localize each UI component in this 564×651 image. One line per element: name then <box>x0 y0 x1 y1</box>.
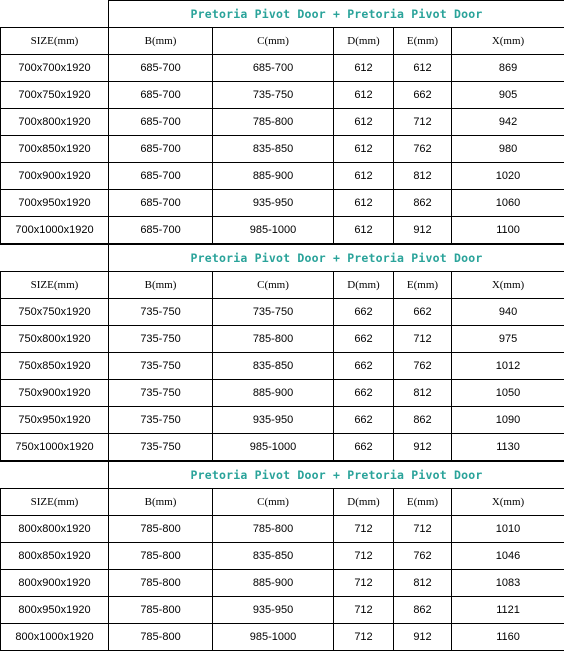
table-cell: 750x1000x1920 <box>1 434 109 462</box>
table-cell: 712 <box>334 570 394 597</box>
column-header-row <box>1 28 564 55</box>
table-cell: 885-900 <box>213 570 334 597</box>
table-cell: 942 <box>452 109 564 136</box>
table-row <box>1 434 564 462</box>
table-cell: 685-700 <box>109 217 213 245</box>
table-cell: 935-950 <box>213 597 334 624</box>
table-cell: 835-850 <box>213 353 334 380</box>
column-header: E(mm) <box>394 272 452 299</box>
table-cell: 862 <box>394 407 452 434</box>
table-cell: 905 <box>452 82 564 109</box>
table-cell: 662 <box>334 353 394 380</box>
table-cell: 700x700x1920 <box>1 55 109 82</box>
table-cell: 985-1000 <box>213 434 334 462</box>
table-cell: 662 <box>334 434 394 462</box>
table-row <box>1 326 564 353</box>
table-cell: 750x800x1920 <box>1 326 109 353</box>
table-row <box>1 597 564 624</box>
table-cell: 750x900x1920 <box>1 380 109 407</box>
column-header: E(mm) <box>394 489 452 516</box>
table-cell: 835-850 <box>213 136 334 163</box>
table-cell: 985-1000 <box>213 217 334 245</box>
table-cell: 735-750 <box>109 407 213 434</box>
table-cell: 750x950x1920 <box>1 407 109 434</box>
section-title-row <box>1 1 564 28</box>
table-cell: 735-750 <box>213 82 334 109</box>
table-cell: 712 <box>394 516 452 543</box>
table-cell: 980 <box>452 136 564 163</box>
table-row <box>1 353 564 380</box>
table-cell: 735-750 <box>109 326 213 353</box>
table-cell: 685-700 <box>213 55 334 82</box>
table-row <box>1 55 564 82</box>
table-cell: 1121 <box>452 597 564 624</box>
table-cell: 700x1000x1920 <box>1 217 109 245</box>
table-cell: 985-1000 <box>213 624 334 651</box>
table-cell: 785-800 <box>213 326 334 353</box>
column-header: SIZE(mm) <box>1 28 109 55</box>
table-cell: 885-900 <box>213 380 334 407</box>
column-header: X(mm) <box>452 272 564 299</box>
column-header: D(mm) <box>334 28 394 55</box>
table-cell: 612 <box>334 82 394 109</box>
table-cell: 685-700 <box>109 136 213 163</box>
table-cell: 862 <box>394 190 452 217</box>
table-cell: 685-700 <box>109 109 213 136</box>
table-cell: 1020 <box>452 163 564 190</box>
table-cell: 912 <box>394 217 452 245</box>
table-cell: 1060 <box>452 190 564 217</box>
table-cell: 735-750 <box>109 353 213 380</box>
table-cell: 685-700 <box>109 190 213 217</box>
corner-cell <box>1 1 109 28</box>
table-cell: 1050 <box>452 380 564 407</box>
table-cell: 662 <box>334 380 394 407</box>
table-cell: 785-800 <box>213 109 334 136</box>
table-row <box>1 407 564 434</box>
table-cell: 712 <box>394 109 452 136</box>
table-cell: 612 <box>334 163 394 190</box>
table-cell: 975 <box>452 326 564 353</box>
table-row <box>1 163 564 190</box>
table-cell: 700x950x1920 <box>1 190 109 217</box>
table-cell: 685-700 <box>109 163 213 190</box>
table-cell: 712 <box>334 597 394 624</box>
table-row <box>1 190 564 217</box>
column-header: C(mm) <box>213 28 334 55</box>
table-cell: 612 <box>334 217 394 245</box>
table-row <box>1 516 564 543</box>
table-cell: 800x1000x1920 <box>1 624 109 651</box>
table-cell: 612 <box>394 55 452 82</box>
table-row <box>1 624 564 651</box>
table-cell: 812 <box>394 163 452 190</box>
table-cell: 662 <box>334 326 394 353</box>
table-cell: 712 <box>334 516 394 543</box>
column-header: E(mm) <box>394 28 452 55</box>
table-cell: 750x850x1920 <box>1 353 109 380</box>
column-header: X(mm) <box>452 489 564 516</box>
table-cell: 1046 <box>452 543 564 570</box>
section-title-row <box>1 461 564 489</box>
table-cell: 862 <box>394 597 452 624</box>
table-cell: 612 <box>334 136 394 163</box>
table-cell: 800x900x1920 <box>1 570 109 597</box>
table-cell: 885-900 <box>213 163 334 190</box>
table-cell: 800x800x1920 <box>1 516 109 543</box>
table-cell: 750x750x1920 <box>1 299 109 326</box>
table-cell: 662 <box>394 299 452 326</box>
table-cell: 935-950 <box>213 190 334 217</box>
table-cell: 1010 <box>452 516 564 543</box>
table-cell: 1160 <box>452 624 564 651</box>
table-cell: 762 <box>394 353 452 380</box>
table-cell: 835-850 <box>213 543 334 570</box>
column-header: C(mm) <box>213 272 334 299</box>
table-cell: 912 <box>394 434 452 462</box>
table-cell: 662 <box>394 82 452 109</box>
table-row <box>1 109 564 136</box>
table-cell: 785-800 <box>109 516 213 543</box>
table-cell: 735-750 <box>109 380 213 407</box>
table-row <box>1 543 564 570</box>
table-cell: 1130 <box>452 434 564 462</box>
table-cell: 685-700 <box>109 82 213 109</box>
table-cell: 940 <box>452 299 564 326</box>
table-cell: 1100 <box>452 217 564 245</box>
table-cell: 735-750 <box>109 434 213 462</box>
table-cell: 735-750 <box>213 299 334 326</box>
table-cell: 712 <box>334 543 394 570</box>
column-header: X(mm) <box>452 28 564 55</box>
column-header: D(mm) <box>334 272 394 299</box>
table-row <box>1 570 564 597</box>
table-cell: 700x850x1920 <box>1 136 109 163</box>
table-cell: 712 <box>334 624 394 651</box>
table-cell: 785-800 <box>109 543 213 570</box>
table-cell: 612 <box>334 190 394 217</box>
table-row <box>1 299 564 326</box>
table-cell: 812 <box>394 570 452 597</box>
section-title: Pretoria Pivot Door + Pretoria Pivot Door <box>109 461 564 489</box>
table-row <box>1 82 564 109</box>
table-cell: 712 <box>394 326 452 353</box>
table-cell: 700x900x1920 <box>1 163 109 190</box>
table-cell: 662 <box>334 407 394 434</box>
table-cell: 1090 <box>452 407 564 434</box>
table-cell: 1012 <box>452 353 564 380</box>
section-title: Pretoria Pivot Door + Pretoria Pivot Door <box>109 1 564 28</box>
table-cell: 700x750x1920 <box>1 82 109 109</box>
table-cell: 612 <box>334 109 394 136</box>
table-row <box>1 380 564 407</box>
table-row <box>1 217 564 245</box>
table-cell: 700x800x1920 <box>1 109 109 136</box>
table-cell: 1083 <box>452 570 564 597</box>
table-cell: 912 <box>394 624 452 651</box>
table-cell: 812 <box>394 380 452 407</box>
table-cell: 762 <box>394 136 452 163</box>
table-cell: 935-950 <box>213 407 334 434</box>
corner-cell <box>1 461 109 489</box>
column-header: B(mm) <box>109 272 213 299</box>
column-header: SIZE(mm) <box>1 272 109 299</box>
table-cell: 785-800 <box>109 624 213 651</box>
table-cell: 785-800 <box>213 516 334 543</box>
column-header-row <box>1 489 564 516</box>
column-header-row <box>1 272 564 299</box>
table-cell: 800x950x1920 <box>1 597 109 624</box>
table-cell: 662 <box>334 299 394 326</box>
section-title: Pretoria Pivot Door + Pretoria Pivot Door <box>109 244 564 272</box>
column-header: B(mm) <box>109 28 213 55</box>
section-title-row <box>1 244 564 272</box>
table-cell: 869 <box>452 55 564 82</box>
table-cell: 762 <box>394 543 452 570</box>
table-row <box>1 136 564 163</box>
column-header: SIZE(mm) <box>1 489 109 516</box>
column-header: B(mm) <box>109 489 213 516</box>
table-cell: 800x850x1920 <box>1 543 109 570</box>
column-header: C(mm) <box>213 489 334 516</box>
table-cell: 612 <box>334 55 394 82</box>
table-cell: 685-700 <box>109 55 213 82</box>
table-cell: 735-750 <box>109 299 213 326</box>
table-cell: 785-800 <box>109 597 213 624</box>
corner-cell <box>1 244 109 272</box>
column-header: D(mm) <box>334 489 394 516</box>
table-cell: 785-800 <box>109 570 213 597</box>
